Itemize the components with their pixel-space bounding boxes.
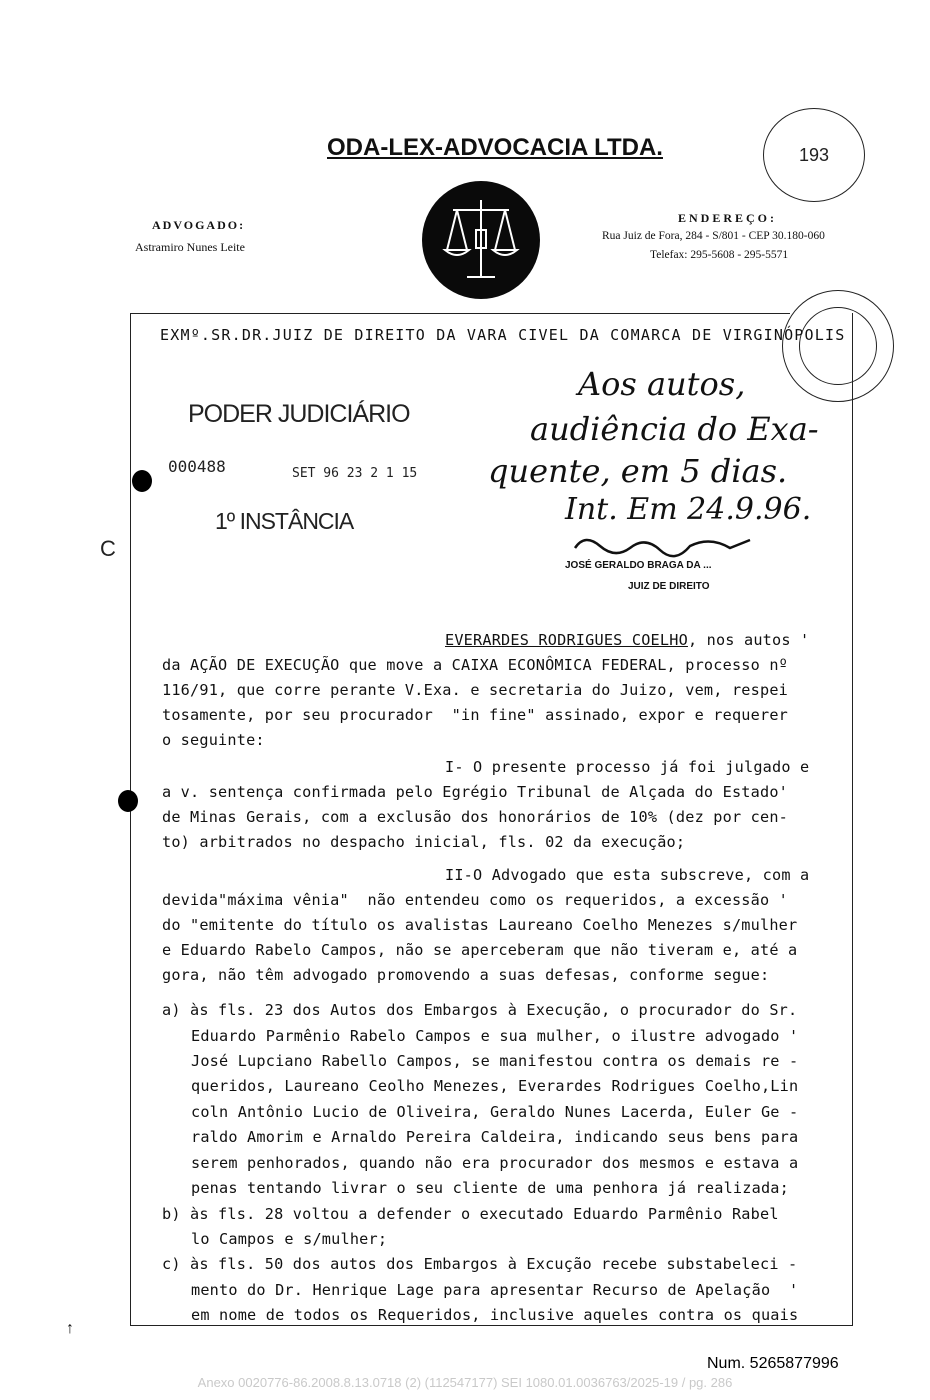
endereco-label: ENDEREÇO: [678, 211, 778, 225]
body-line: o seguinte: [162, 731, 265, 749]
document-frame-top [130, 313, 790, 314]
scales-of-justice-icon [421, 180, 541, 300]
body-line: I- O presente processo já foi julgado e [445, 758, 810, 776]
punch-hole-bottom [118, 790, 138, 812]
punch-hole-top [132, 470, 152, 492]
endereco-address: Rua Juiz de Fora, 284 - S/801 - CEP 30.180-060 [602, 230, 825, 242]
body-line: a v. sentença confirmada pelo Egrégio Tribunal de Alçada do Estado' [162, 783, 789, 801]
body-line: devida"máxima vênia" não entendeu como os requeridos, a excessão ' [162, 891, 789, 909]
body-line: to) arbitrados no despacho inicial, fls. 02 da execução; [162, 833, 686, 851]
handwritten-line-2: audiência do Exa- [530, 410, 819, 448]
corner-mark: ↑ [66, 1320, 74, 1337]
intro-rest: , nos autos ' [687, 631, 810, 649]
body-line: do "emitente do título os avalistas Laureano Coelho Menezes s/mulher [162, 916, 798, 934]
body-line: mento do Dr. Henrique Lage para apresentar Recurso de Apelação ' [191, 1281, 799, 1299]
body-line: tosamente, por seu procurador "in fine" assinado, expor e requerer [162, 706, 789, 724]
firm-name: ODA-LEX-ADVOCACIA LTDA. [327, 134, 663, 161]
telefax: Telefax: 295-5608 - 295-5571 [650, 249, 789, 261]
body-line: gora, não têm advogado promovendo a suas defesas, conforme segue: [162, 966, 770, 984]
body-line: e Eduardo Rabelo Campos, não se aperceberam que não tiveram e, até a [162, 941, 798, 959]
annex-footer: Anexo 0020776-86.2008.8.13.0718 (2) (112547177) SEI 1080.01.0036763/2025-19 / pg. 286 [197, 1375, 733, 1390]
body-line: em nome de todos os Requeridos, inclusive aqueles contra os quais [191, 1306, 799, 1324]
body-line: lo Campos e s/mulher; [191, 1230, 388, 1248]
body-line: b) às fls. 28 voltou a defender o executado Eduardo Parmênio Rabel [162, 1205, 779, 1223]
advogado-name: Astramiro Nunes Leite [135, 240, 245, 254]
margin-mark: C [100, 536, 116, 561]
secretaria-number: 193 [798, 144, 830, 165]
body-line: de Minas Gerais, com a exclusão dos honorários de 10% (dez por cen- [162, 808, 789, 826]
judge-role-stamp: JUIZ DE DIREITO [628, 581, 710, 592]
body-line: queridos, Laureano Ceolho Menezes, Everardes Rodrigues Coelho,Lin [191, 1077, 799, 1095]
addressee: EXMº.SR.DR.JUIZ DE DIREITO DA VARA CIVEL DA COMARCA DE VIRGINÓPOLIS [160, 326, 846, 344]
protocol-date: SET 96 23 2 1 15 [292, 466, 418, 481]
poder-judiciario-stamp: PODER JUDICIÁRIO [188, 400, 410, 428]
document-number: Num. 5265877996 [707, 1355, 839, 1372]
body-line: raldo Amorim e Arnaldo Pereira Caldeira, indicando seus bens para [191, 1128, 799, 1146]
body-line: 116/91, que corre perante V.Exa. e secretaria do Juizo, vem, respei [162, 681, 789, 699]
judge-name-stamp: JOSÉ GERALDO BRAGA DA ... [565, 560, 712, 571]
petitioner-name: EVERARDES RODRIGUES COELHO [445, 631, 688, 649]
handwritten-line-1: Aos autos, [578, 365, 746, 403]
instancia-stamp: 1º INSTÂNCIA [215, 508, 354, 534]
handwritten-line-4: Int. Em 24.9.96. [565, 492, 812, 527]
body-line: c) às fls. 50 dos autos dos Embargos à Excução recebe substabeleci - [162, 1255, 798, 1273]
body-line: da AÇÃO DE EXECUÇÃO que move a CAIXA ECONÔMICA FEDERAL, processo nº [162, 656, 789, 674]
body-line: penas tentando livrar o seu cliente de uma penhora já realizada; [191, 1179, 789, 1197]
advogado-label: ADVOGADO: [152, 218, 246, 232]
body-line: coln Antônio Lucio de Oliveira, Geraldo Nunes Lacerda, Euler Ge - [191, 1103, 799, 1121]
body-line-intro [445, 631, 809, 649]
body-line: Eduardo Parmênio Rabelo Campos e sua mulher, o ilustre advogado ' [191, 1027, 799, 1045]
secretaria-seal [763, 108, 865, 202]
body-line: serem penhorados, quando não era procurador dos mesmos e estava a [191, 1154, 799, 1172]
body-line: a) às fls. 23 dos Autos dos Embargos à Execução, o procurador do Sr. [162, 1001, 798, 1019]
body-line: José Lupciano Rabello Campos, se manifestou contra os demais re - [191, 1052, 799, 1070]
handwritten-line-3: quente, em 5 dias. [488, 452, 788, 490]
body-line: II-O Advogado que esta subscreve, com a [445, 866, 810, 884]
protocol-number: 000488 [168, 457, 226, 476]
